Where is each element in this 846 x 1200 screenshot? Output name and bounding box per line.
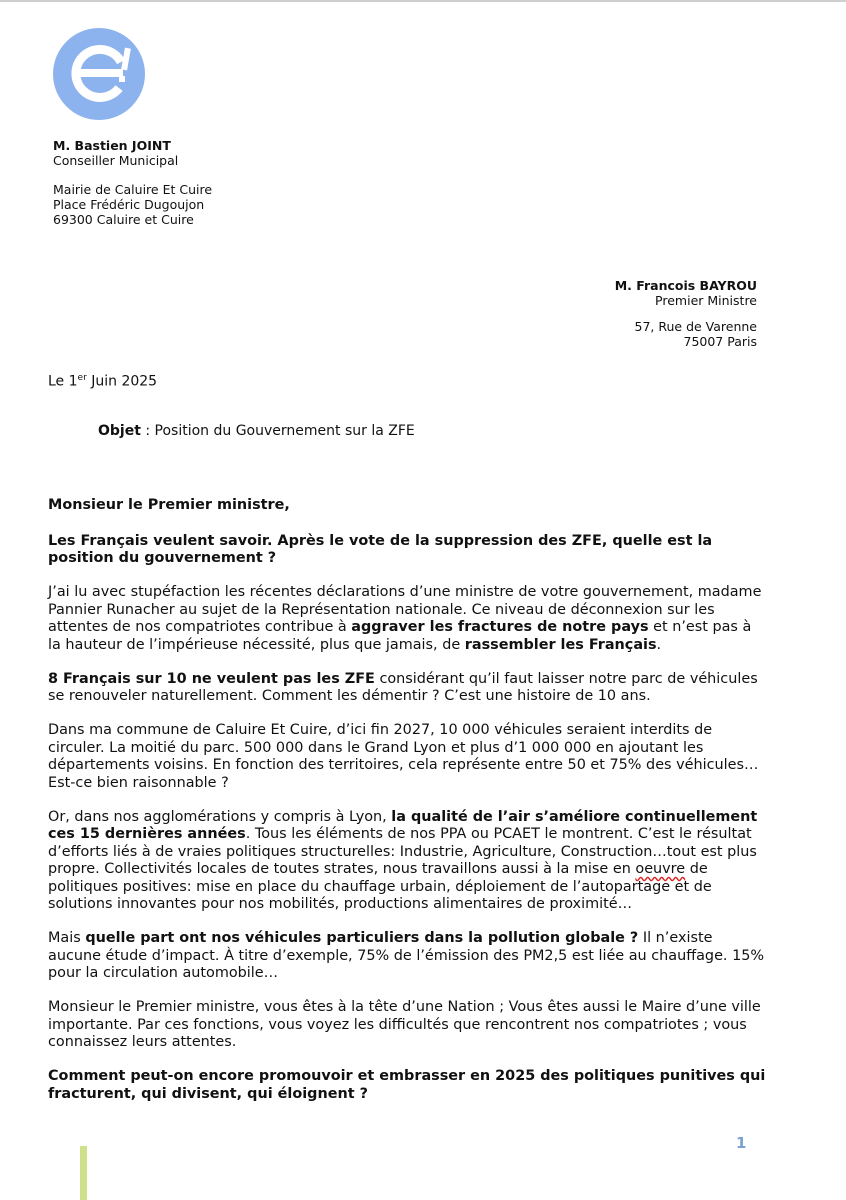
- salutation: Monsieur le Premier ministre,: [48, 497, 290, 513]
- recipient-block: [615, 278, 757, 349]
- subject-label: Objet: [98, 423, 141, 439]
- paragraph-4: Dans ma commune de Caluire Et Cuire, d’ici fin 2027, 10 000 véhicules seraient interdits de circuler. La moitié du parc. 500 000 dans le Grand Lyon et plus d’1 000 000 en ajoutant les départements voisins. En fonction des territoires, cela représente entre 50 et 75% des véhicules… Est-ce bien raisonnable ?: [48, 722, 759, 791]
- recipient-role: Premier Ministre: [655, 293, 757, 308]
- sender-name: M. Bastien JOINT: [53, 138, 171, 153]
- paragraph-6: Mais quelle part ont nos véhicules particuliers dans la pollution globale ? Il n’existe aucune étude d’impact. À titre d’exemple, 75% de l’émission des PM2,5 est liée au chauffage. 15% pour la circulation automobile…: [48, 930, 765, 981]
- sender-address-line: Mairie de Caluire Et Cuire: [53, 182, 213, 197]
- paragraph-8: Comment peut-on encore promouvoir et embrasser en 2025 des politiques punitives qui fracturent, qui divisent, qui éloignent ?: [48, 1068, 766, 1102]
- subject-text: : Position du Gouvernement sur la ZFE: [140, 423, 415, 439]
- sender-role: Conseiller Municipal: [53, 153, 179, 168]
- sender-address-line: 69300 Caluire et Cuire: [53, 212, 194, 227]
- recipient-address-line: 57, Rue de Varenne: [634, 319, 757, 334]
- footer-accent-bar: [80, 1146, 87, 1200]
- sender-address-line: Place Frédéric Dugoujon: [53, 197, 205, 212]
- spellcheck-flagged-word: oeuvre: [635, 861, 686, 877]
- top-border: [0, 0, 846, 2]
- paragraph-1: Les Français veulent savoir. Après le vote de la suppression des ZFE, quelle est la position du gouvernement ?: [48, 532, 713, 566]
- recipient-name: M. Francois BAYROU: [614, 278, 757, 293]
- sender-block: [53, 138, 212, 227]
- letter-body: [48, 497, 768, 1120]
- letter-subject: [98, 423, 415, 439]
- e-logo-icon: [53, 28, 145, 120]
- page-number: 1: [736, 1134, 747, 1152]
- paragraph-2: J’ai lu avec stupéfaction les récentes déclarations d’une ministre de votre gouvernement, madame Pannier Runacher au sujet de la Représentation nationale. Ce niveau de déconnexion sur les attentes de nos compatriotes contribue à aggraver les fractures de notre pays et n’est pas à la hauteur de l’impérieuse nécessité, plus que jamais, de rassembler les Français.: [48, 584, 762, 653]
- letter-date: Le 1er Juin 2025: [48, 373, 158, 390]
- paragraph-3: 8 Français sur 10 ne veulent pas les ZFE considérant qu’il faut laisser notre parc de véhicules se renouveler naturellement. Comment les démentir ? C’est une histoire de 10 ans.: [48, 670, 758, 704]
- paragraph-5: Or, dans nos agglomérations y compris à Lyon, la qualité de l’air s’améliore continuellement ces 15 dernières années. Tous les éléments de nos PPA ou PCAET le montrent. C’est le résultat d’efforts liés à de vraies politiques structurelles: Industrie, Agriculture, Construction…tout est plus propre. Collectivités locales de toutes strates, nous travaillons aussi à la mise en oeuvre de politiques positives: mise en place du chauffage urbain, déploiement de l’autopartage et de solutions innovantes pour nos mobilités, productions alimentaires de proximité…: [48, 808, 758, 912]
- municipal-logo: [53, 28, 145, 120]
- paragraph-7: Monsieur le Premier ministre, vous êtes à la tête d’une Nation ; Vous êtes aussi le Maire d’une ville importante. Par ces fonctions, vous voyez les difficultés que rencontrent nos compatriotes ; vous connaissez leurs attentes.: [48, 999, 761, 1050]
- recipient-address-line: 75007 Paris: [683, 334, 757, 349]
